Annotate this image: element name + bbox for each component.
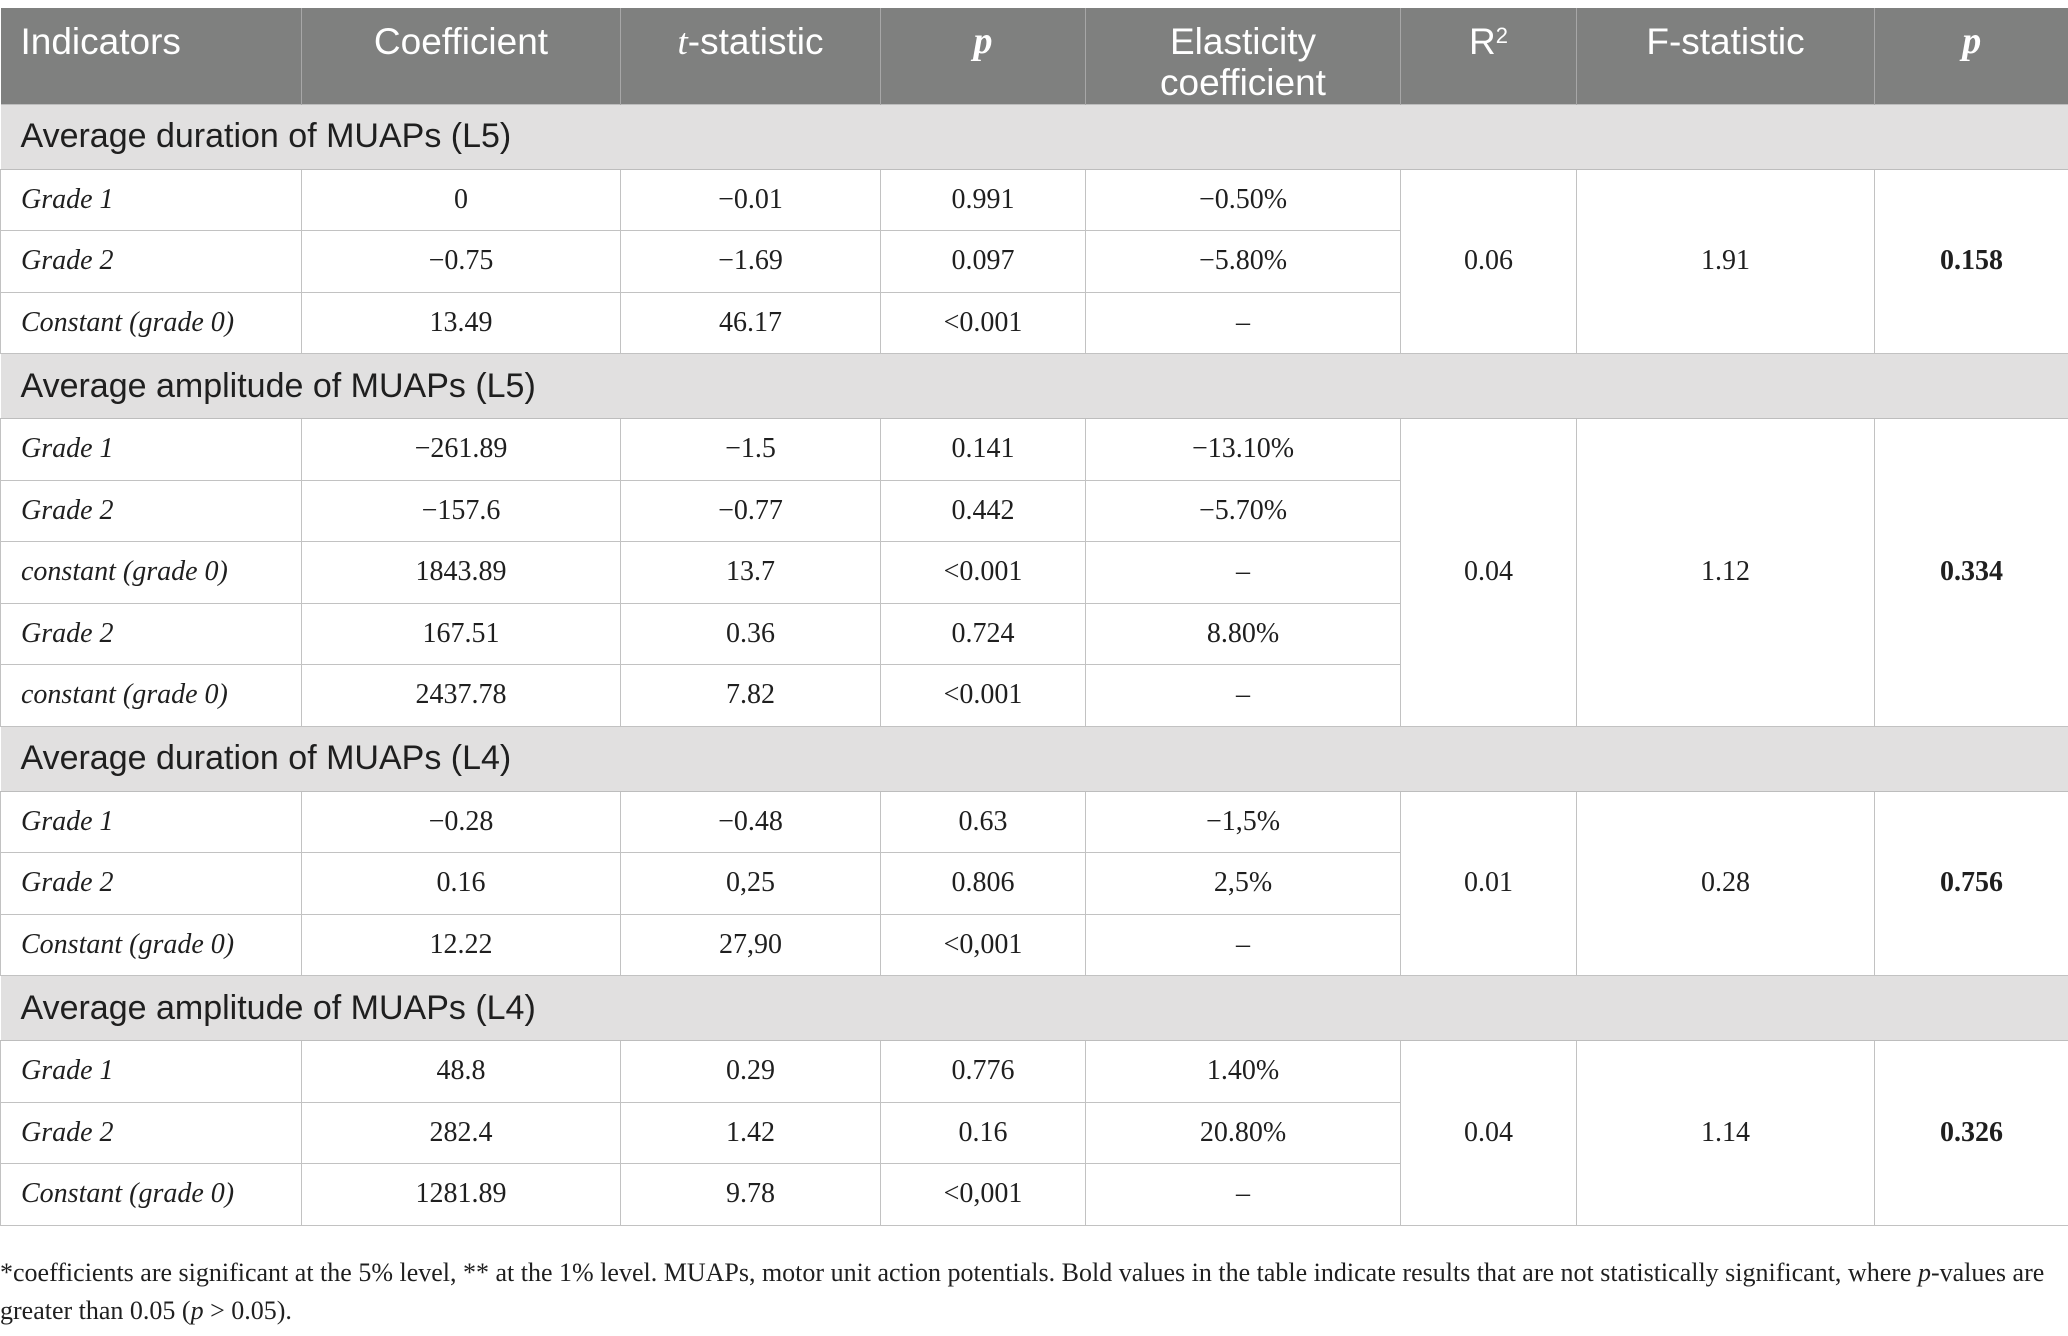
coefficient-cell: 0 bbox=[302, 169, 621, 231]
t-statistic-cell: 46.17 bbox=[621, 292, 881, 354]
results-table-container bbox=[0, 8, 2068, 1226]
t-statistic-cell: −0.48 bbox=[621, 791, 881, 853]
coefficient-cell: 48.8 bbox=[302, 1041, 621, 1103]
elasticity-cell: – bbox=[1086, 292, 1401, 354]
row-label: Grade 2 bbox=[1, 231, 302, 293]
elasticity-cell: 8.80% bbox=[1086, 603, 1401, 665]
t-statistic-cell: 27,90 bbox=[621, 914, 881, 976]
elasticity-cell: – bbox=[1086, 914, 1401, 976]
header-row bbox=[1, 8, 2068, 104]
row-label: Grade 1 bbox=[1, 169, 302, 231]
header-r-letter: R bbox=[1469, 21, 1496, 62]
header-t-statistic bbox=[621, 8, 881, 104]
p-value-cell: 0.141 bbox=[881, 419, 1086, 481]
footnote-p-1: p bbox=[1917, 1258, 1931, 1287]
row-label: Constant (grade 0) bbox=[1, 292, 302, 354]
f-statistic-cell: 1.12 bbox=[1577, 419, 1875, 727]
r-squared-cell: 0.01 bbox=[1401, 791, 1577, 976]
row-label: Grade 1 bbox=[1, 1041, 302, 1103]
table-row bbox=[1, 1041, 2068, 1103]
model-p-value-cell: 0.158 bbox=[1875, 169, 2068, 354]
t-statistic-cell: −0.77 bbox=[621, 480, 881, 542]
section-row bbox=[1, 976, 2068, 1041]
header-elasticity bbox=[1086, 8, 1401, 104]
section-title: Average duration of MUAPs (L5) bbox=[1, 104, 2068, 169]
coefficient-cell: 1843.89 bbox=[302, 542, 621, 604]
table-row bbox=[1, 791, 2068, 853]
model-p-value-cell: 0.326 bbox=[1875, 1041, 2068, 1226]
footnote-p-2: p bbox=[190, 1296, 204, 1325]
header-f-statistic: F-statistic bbox=[1577, 8, 1875, 104]
coefficient-cell: 282.4 bbox=[302, 1102, 621, 1164]
table-row bbox=[1, 419, 2068, 481]
row-label: Grade 2 bbox=[1, 1102, 302, 1164]
t-statistic-cell: 9.78 bbox=[621, 1164, 881, 1226]
p-value-cell: 0.724 bbox=[881, 603, 1086, 665]
r-squared-cell: 0.06 bbox=[1401, 169, 1577, 354]
section-title: Average duration of MUAPs (L4) bbox=[1, 726, 2068, 791]
r-squared-cell: 0.04 bbox=[1401, 419, 1577, 727]
coefficient-cell: −0.28 bbox=[302, 791, 621, 853]
coefficient-cell: 1281.89 bbox=[302, 1164, 621, 1226]
row-label: Grade 1 bbox=[1, 419, 302, 481]
header-r-sup: 2 bbox=[1495, 23, 1508, 48]
f-statistic-cell: 1.14 bbox=[1577, 1041, 1875, 1226]
p-value-cell: <0.001 bbox=[881, 665, 1086, 727]
t-statistic-cell: 13.7 bbox=[621, 542, 881, 604]
p-value-cell: <0.001 bbox=[881, 292, 1086, 354]
section-title: Average amplitude of MUAPs (L5) bbox=[1, 354, 2068, 419]
elasticity-cell: 2,5% bbox=[1086, 853, 1401, 915]
t-statistic-cell: 0,25 bbox=[621, 853, 881, 915]
t-statistic-cell: −1.5 bbox=[621, 419, 881, 481]
footnote-text-1: *coefficients are significant at the 5% level, ** at the 1% level. MUAPs, motor unit action potentials. Bold values in the table indicate results that are not statistically significant, where bbox=[0, 1258, 1918, 1287]
footnote-text-3: > 0.05). bbox=[203, 1296, 292, 1325]
coefficient-cell: 2437.78 bbox=[302, 665, 621, 727]
p-value-cell: 0.806 bbox=[881, 853, 1086, 915]
coefficient-cell: −157.6 bbox=[302, 480, 621, 542]
section-title: Average amplitude of MUAPs (L4) bbox=[1, 976, 2068, 1041]
p-value-cell: 0.097 bbox=[881, 231, 1086, 293]
p-value-cell: 0.442 bbox=[881, 480, 1086, 542]
coefficient-cell: −261.89 bbox=[302, 419, 621, 481]
elasticity-cell: −0.50% bbox=[1086, 169, 1401, 231]
t-statistic-cell: 7.82 bbox=[621, 665, 881, 727]
table-body bbox=[1, 104, 2068, 1225]
header-p-model: p bbox=[1875, 8, 2068, 104]
regression-results-table bbox=[0, 8, 2068, 1226]
t-statistic-cell: −1.69 bbox=[621, 231, 881, 293]
elasticity-cell: 20.80% bbox=[1086, 1102, 1401, 1164]
coefficient-cell: 12.22 bbox=[302, 914, 621, 976]
p-value-cell: 0.63 bbox=[881, 791, 1086, 853]
model-p-value-cell: 0.334 bbox=[1875, 419, 2068, 727]
elasticity-cell: −5.80% bbox=[1086, 231, 1401, 293]
t-statistic-cell: 0.29 bbox=[621, 1041, 881, 1103]
coefficient-cell: −0.75 bbox=[302, 231, 621, 293]
row-label: Grade 2 bbox=[1, 603, 302, 665]
section-row bbox=[1, 354, 2068, 419]
elasticity-cell: −1,5% bbox=[1086, 791, 1401, 853]
footnote-text-2: -values are greater than 0.05 ( bbox=[0, 1258, 2045, 1325]
row-label: Grade 2 bbox=[1, 853, 302, 915]
t-statistic-cell: 1.42 bbox=[621, 1102, 881, 1164]
p-value-cell: <0,001 bbox=[881, 1164, 1086, 1226]
header-t-letter: t bbox=[677, 22, 688, 63]
elasticity-cell: – bbox=[1086, 1164, 1401, 1226]
row-label: Constant (grade 0) bbox=[1, 1164, 302, 1226]
row-label: Grade 2 bbox=[1, 480, 302, 542]
header-indicators: Indicators bbox=[1, 8, 302, 104]
model-p-value-cell: 0.756 bbox=[1875, 791, 2068, 976]
elasticity-cell: −13.10% bbox=[1086, 419, 1401, 481]
table-row bbox=[1, 169, 2068, 231]
elasticity-cell: 1.40% bbox=[1086, 1041, 1401, 1103]
p-value-cell: 0.991 bbox=[881, 169, 1086, 231]
coefficient-cell: 167.51 bbox=[302, 603, 621, 665]
t-statistic-cell: −0.01 bbox=[621, 169, 881, 231]
header-elasticity-line1: Elasticity bbox=[1170, 21, 1316, 62]
f-statistic-cell: 1.91 bbox=[1577, 169, 1875, 354]
p-value-cell: 0.16 bbox=[881, 1102, 1086, 1164]
header-p: p bbox=[881, 8, 1086, 104]
table-footnote bbox=[0, 1254, 2060, 1330]
row-label: Grade 1 bbox=[1, 791, 302, 853]
t-statistic-cell: 0.36 bbox=[621, 603, 881, 665]
section-row bbox=[1, 726, 2068, 791]
p-value-cell: <0.001 bbox=[881, 542, 1086, 604]
section-row bbox=[1, 104, 2068, 169]
header-t-rest: -statistic bbox=[687, 21, 824, 62]
header-elasticity-line2: coefficient bbox=[1160, 62, 1326, 103]
row-label: constant (grade 0) bbox=[1, 542, 302, 604]
p-value-cell: <0,001 bbox=[881, 914, 1086, 976]
elasticity-cell: – bbox=[1086, 665, 1401, 727]
coefficient-cell: 13.49 bbox=[302, 292, 621, 354]
row-label: constant (grade 0) bbox=[1, 665, 302, 727]
f-statistic-cell: 0.28 bbox=[1577, 791, 1875, 976]
coefficient-cell: 0.16 bbox=[302, 853, 621, 915]
header-r-squared bbox=[1401, 8, 1577, 104]
row-label: Constant (grade 0) bbox=[1, 914, 302, 976]
r-squared-cell: 0.04 bbox=[1401, 1041, 1577, 1226]
p-value-cell: 0.776 bbox=[881, 1041, 1086, 1103]
header-coefficient: Coefficient bbox=[302, 8, 621, 104]
elasticity-cell: −5.70% bbox=[1086, 480, 1401, 542]
elasticity-cell: – bbox=[1086, 542, 1401, 604]
